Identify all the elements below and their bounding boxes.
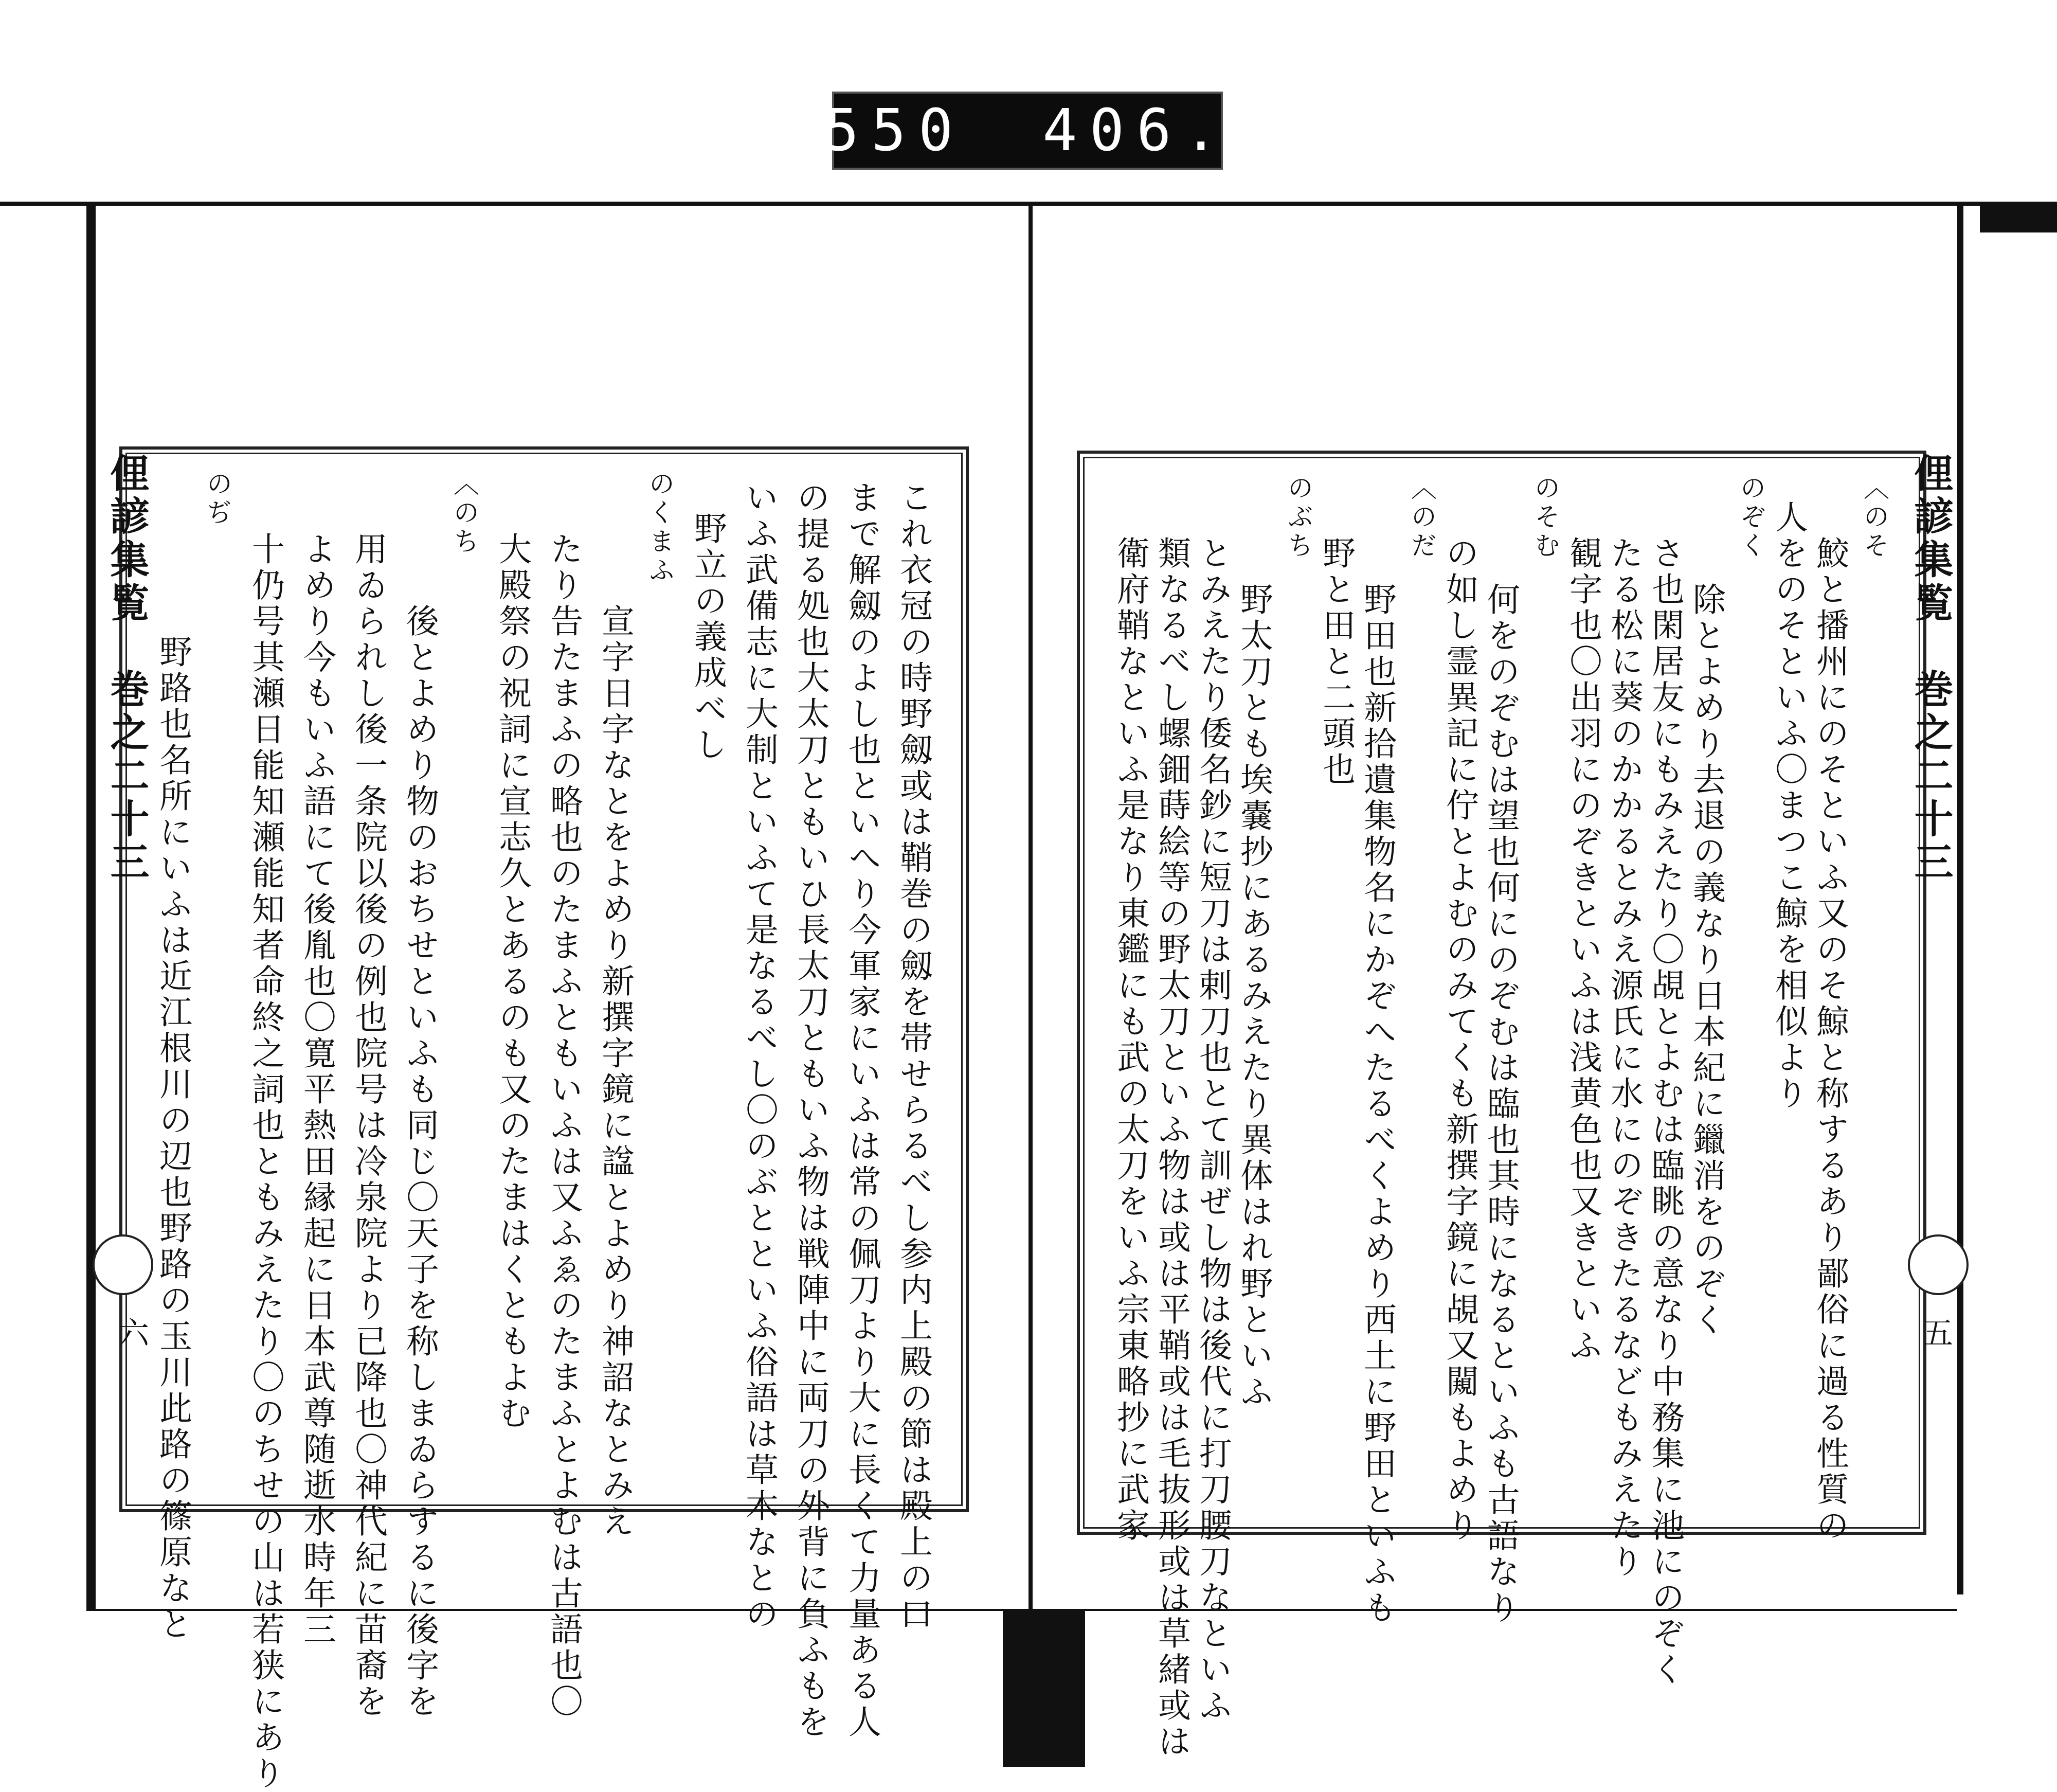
left-thumb-hole bbox=[93, 1234, 153, 1295]
right-column-2: 鮫と播州にのそといふ又のそ鯨と称するあり鄙俗に過る性質の bbox=[1811, 536, 1849, 1544]
right-column-7: たる松に葵のかかるとみえ源氏に水にのぞきたるなどもみえたり bbox=[1605, 536, 1643, 1580]
left-column-9: 大殿祭の祝詞に宣志久とあるのも又のたまはくともよむ bbox=[493, 532, 531, 1432]
right-column-16: 野太刀とも埃嚢抄にあるみえたり異体はれ野といふ bbox=[1235, 582, 1273, 1410]
right-column-8: 観字也〇出羽にのぞきといふは浅黄色也又きといふ bbox=[1564, 536, 1602, 1364]
right-column-5: 除とよめり去退の義なり日本紀に鑞消をのぞく bbox=[1687, 582, 1725, 1338]
right-page-number: 五 bbox=[1917, 1317, 1953, 1348]
left-column-11: 後とよめり物のおちせといふも同じ〇天子を称しまゐらするに後字を bbox=[401, 604, 439, 1720]
right-column-19: 衛府鞘なといふ是なり東鑑にも武の太刀をいふ宗東略抄に武家 bbox=[1111, 536, 1149, 1544]
left-column-5: 野立の義成べし bbox=[689, 511, 727, 763]
right-column-14: 野と田と二頭也 bbox=[1317, 536, 1355, 788]
left-text-frame bbox=[119, 446, 969, 1792]
right-column-17: とみえたり倭名鈔に短刀は剌刀也とて訓ぜし物は後代に打刀腰刀なといふ bbox=[1194, 536, 1232, 1724]
left-column-4: いふ武備志に大制といふて是なるべし〇のぶとといふ俗語は草木なとの bbox=[740, 480, 778, 1633]
right-column-13: 野田也新拾遺集物名にかぞへたるべくよめり西土に野田といふも bbox=[1358, 582, 1396, 1626]
bottom-binding-block bbox=[1003, 1609, 1085, 1767]
left-column-16: 野路也名所にいふは近江根川の辺也野路の玉川此路の篠原なと bbox=[154, 635, 192, 1643]
right-edge-strip bbox=[1957, 206, 1963, 1594]
gutter-line bbox=[1028, 202, 1033, 1615]
left-heading-nokumau: のくまふ bbox=[645, 470, 675, 585]
left-column-2: まで解劔のよし也といへり今軍家にいふは常の佩刀より大に長くて力量ある人 bbox=[843, 480, 881, 1741]
left-page-number: 六 bbox=[113, 1317, 149, 1348]
left-column-3: の提る処也大太刀ともいひ長太刀ともいふ物は戦陣中に両刀の外背に負ふもを bbox=[791, 480, 829, 1741]
left-column-8: たり告たまふの略也のたまふともいふは又ふゑのたまふとよむは古語也〇 bbox=[545, 532, 583, 1720]
call-number-right: 406. bbox=[1042, 97, 1231, 164]
left-column-1: これ衣冠の時野劔或は鞘巻の劔を帯せらるべし参内上殿の節は殿上の口 bbox=[894, 480, 932, 1633]
left-side-title: 俚諺集覧 巻之二十三 bbox=[104, 453, 150, 885]
call-number-label bbox=[824, 92, 1231, 170]
right-column-6: さ也閑居友にもみえたり〇覘とよむは臨眺の意なり中務集に池にのぞく bbox=[1646, 536, 1684, 1688]
right-thumb-hole bbox=[1908, 1234, 1969, 1295]
left-column-13: よめり今もいふ語にて後胤也〇寛平熱田縁起に日本武尊随逝水時年三 bbox=[298, 532, 336, 1648]
right-column-10: 何をのぞむは望也何にのぞむは臨也其時になるといふも古語なり bbox=[1482, 582, 1520, 1626]
left-heading-noji: のぢ bbox=[203, 470, 232, 528]
left-edge-strip bbox=[86, 202, 96, 1611]
right-column-18: 類なるべし螺鈿蒔絵等の野太刀といふ物は或は平鞘或は毛抜形或は草緒或は bbox=[1152, 536, 1190, 1760]
left-heading-nochi: 〈のち bbox=[449, 470, 479, 557]
right-heading-noda: 〈のだ bbox=[1407, 474, 1437, 561]
right-heading-nozoku: のぞく bbox=[1736, 474, 1766, 561]
right-heading-nobuchi: のぶち bbox=[1284, 474, 1313, 561]
right-side-title: 俚諺集覧 巻之二十三 bbox=[1908, 453, 1954, 885]
left-column-7: 宣字日字なとをよめり新撰字鏡に諡とよめり神詔なとみえ bbox=[596, 604, 634, 1540]
right-edge-block bbox=[1980, 202, 2057, 232]
right-column-11: の如し霊異記に佇とよむのみてくも新撰字鏡に覘又闚もよめり bbox=[1440, 536, 1478, 1544]
right-heading-nozomu: のそむ bbox=[1530, 474, 1560, 561]
right-column-3: 人をのそといふ〇まつこ鯨を相似より bbox=[1770, 500, 1808, 1112]
left-column-12: 用ゐられし後一条院以後の例也院号は冷泉院より已降也〇神代紀に苗裔を bbox=[349, 532, 387, 1720]
left-column-14: 十仍号其瀬日能知瀬能知者命終之詞也ともみえたり〇のちせの山は若狭にあり bbox=[246, 532, 284, 1792]
right-text-frame bbox=[1077, 451, 1926, 1760]
call-number-left: 550 bbox=[824, 97, 966, 164]
right-heading-noso: 〈のそ bbox=[1860, 474, 1889, 561]
